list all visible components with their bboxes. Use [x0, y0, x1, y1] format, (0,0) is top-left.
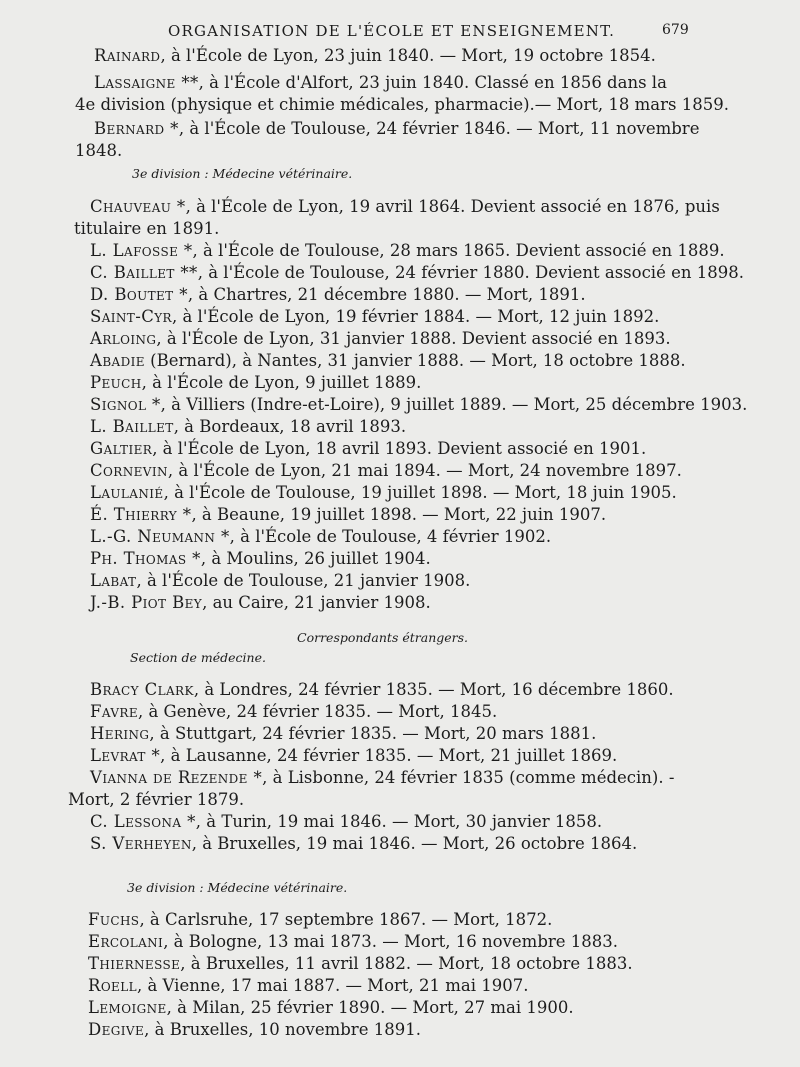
entry-line [90, 329, 671, 349]
header-title: ORGANISATION DE L'ÉCOLE ET ENSEIGNEMENT. [168, 22, 616, 40]
entry-name: Bracy Clark [90, 680, 194, 699]
entry-line [94, 73, 667, 93]
entry-name: L. Lafosse * [90, 241, 193, 260]
entry-line [88, 954, 633, 974]
entry-line [88, 910, 552, 930]
entry-line [90, 680, 674, 700]
entry-text: , à Genève, 24 février 1835. — Mort, 1845. [137, 702, 498, 721]
entry-name: Roell [88, 976, 137, 995]
entry-line [90, 351, 686, 371]
entry-name: Degive [88, 1020, 145, 1039]
entry-line [90, 263, 744, 283]
entry-text: , à l'École de Lyon, 31 janvier 1888. Devient associé en 1893. [156, 329, 671, 348]
entry-text: , à l'École de Toulouse, 24 février 1880. Devient associé en 1898. [197, 263, 744, 282]
entry-name: É. Thierry * [90, 505, 192, 524]
entry-name: L. Baillet [90, 417, 174, 436]
entry-text: (Bernard), à Nantes, 31 janvier 1888. — Mort, 18 octobre 1888. [144, 351, 686, 370]
entry-text: , à Lausanne, 24 février 1835. — Mort, 21 juillet 1869. [160, 746, 618, 765]
entry-text: , à l'École de Lyon, 9 juillet 1889. [141, 373, 422, 392]
entry-name: Lemoigne [88, 998, 167, 1017]
entry-name: Vianna de Rezende * [90, 768, 263, 787]
entry-text: , à l'École de Lyon, 19 avril 1864. Devient associé en 1876, puis [185, 197, 720, 216]
entry-line [88, 976, 529, 996]
entry-name: Abadie [90, 351, 145, 370]
section-heading: Correspondants étrangers. [297, 630, 469, 645]
entry-text: 1848. [75, 141, 123, 160]
entry-text: , à Bologne, 13 mai 1873. — Mort, 16 novembre 1883. [163, 932, 619, 951]
entry-name: J.-B. Piot Bey [90, 593, 203, 612]
entry-name: Fuchs [88, 910, 140, 929]
entry-text: , à l'École de Toulouse, 4 février 1902. [229, 527, 552, 546]
entry-text: , à Bruxelles, 10 novembre 1891. [144, 1020, 421, 1039]
entry-line [90, 746, 617, 766]
entry-text: , à l'École de Lyon, 23 juin 1840. — Mort, 19 octobre 1854. [160, 46, 656, 65]
entry-text: , à l'École de Toulouse, 21 janvier 1908. [136, 571, 471, 590]
entry-text: , à Beaune, 19 juillet 1898. — Mort, 22 juin 1907. [191, 505, 607, 524]
entry-name: Bernard * [94, 119, 179, 138]
entry-name: Cornevin [90, 461, 168, 480]
running-header [0, 22, 800, 42]
entry-text: , à Bruxelles, 19 mai 1846. — Mort, 26 octobre 1864. [191, 834, 638, 853]
entry-name: L.-G. Neumann * [90, 527, 230, 546]
entry-text: , à Moulins, 26 juillet 1904. [200, 549, 431, 568]
entry-text: , à Londres, 24 février 1835. — Mort, 16 décembre 1860. [193, 680, 674, 699]
entry-line [74, 219, 219, 239]
entry-name: Chauveau * [90, 197, 186, 216]
entry-text: , à Milan, 25 février 1890. — Mort, 27 mai 1900. [166, 998, 574, 1017]
entry-line [90, 702, 497, 722]
entry-text: , à l'École de Toulouse, 19 juillet 1898. — Mort, 18 juin 1905. [163, 483, 677, 502]
entry-text: , à Lisbonne, 24 février 1835 (comme médecin). - [262, 768, 675, 787]
entry-line [90, 197, 720, 217]
entry-line [88, 1020, 421, 1040]
entry-line [90, 483, 677, 503]
entry-line [90, 834, 637, 854]
entry-name: Hering [90, 724, 150, 743]
entry-line [90, 417, 406, 437]
entry-text: , à Chartres, 21 décembre 1880. — Mort, 1891. [187, 285, 586, 304]
entry-text: , à Carlsruhe, 17 septembre 1867. — Mort, 1872. [139, 910, 553, 929]
section-heading: 3e division : Médecine vétérinaire. [132, 166, 353, 181]
entry-name: Labat [90, 571, 137, 590]
entry-name: Ph. Thomas * [90, 549, 201, 568]
entry-line [90, 285, 586, 305]
entry-line [94, 46, 656, 66]
entry-text: , à l'École d'Alfort, 23 juin 1840. Classé en 1856 dans la [198, 73, 667, 92]
entry-line [90, 549, 431, 569]
entry-text: titulaire en 1891. [74, 219, 220, 238]
entry-line [90, 812, 602, 832]
entry-name: Arloing [90, 329, 157, 348]
entry-text: Mort, 2 février 1879. [68, 790, 245, 809]
entry-text: , à Villiers (Indre-et-Loire), 9 juillet 1889. — Mort, 25 décembre 1903. [160, 395, 748, 414]
entry-text: , à l'École de Lyon, 19 février 1884. — Mort, 12 juin 1892. [171, 307, 660, 326]
entry-name: Galtier [90, 439, 153, 458]
entry-name: S. Verheyen [90, 834, 192, 853]
section-heading: Section de médecine. [130, 650, 266, 665]
entry-text: , à l'École de Toulouse, 24 février 1846. — Mort, 11 novembre [178, 119, 700, 138]
entry-line [90, 395, 747, 415]
entry-name: D. Boutet * [90, 285, 188, 304]
entry-name: Levrat * [90, 746, 161, 765]
entry-line [90, 768, 674, 788]
entry-line [75, 141, 122, 161]
entry-text: , à Vienne, 17 mai 1887. — Mort, 21 mai 1907. [136, 976, 529, 995]
entry-line [68, 790, 244, 810]
entry-line [90, 527, 551, 547]
entry-line [90, 241, 725, 261]
entry-name: C. Lessona * [90, 812, 196, 831]
entry-name: Thiernesse [88, 954, 181, 973]
entry-text: , à l'École de Lyon, 18 avril 1893. Devient associé en 1901. [152, 439, 647, 458]
entry-name: Ercolani [88, 932, 164, 951]
entry-line [90, 571, 470, 591]
entry-text: , au Caire, 21 janvier 1908. [202, 593, 431, 612]
entry-name: Laulanié [90, 483, 164, 502]
entry-name: Lassaigne ** [94, 73, 199, 92]
entry-name: Signol * [90, 395, 161, 414]
section-heading: 3e division : Médecine vétérinaire. [127, 880, 348, 895]
entry-line [90, 505, 606, 525]
entry-name: Rainard [94, 46, 161, 65]
entry-line [90, 307, 659, 327]
entry-line [90, 593, 431, 613]
entry-line [88, 998, 574, 1018]
entry-name: Favre [90, 702, 138, 721]
entry-line [75, 95, 729, 115]
entry-text: , à l'École de Toulouse, 28 mars 1865. Devient associé en 1889. [192, 241, 725, 260]
entry-text: 4e division (physique et chimie médicales, pharmacie).— Mort, 18 mars 1859. [75, 95, 729, 114]
entry-line [88, 932, 618, 952]
entry-text: , à Turin, 19 mai 1846. — Mort, 30 janvier 1858. [195, 812, 603, 831]
entry-line [94, 119, 699, 139]
entry-line [90, 724, 596, 744]
entry-line [90, 439, 646, 459]
entry-name: Saint-Cyr [90, 307, 172, 326]
entry-line [90, 461, 682, 481]
entry-text: , à Stuttgart, 24 février 1835. — Mort, 20 mars 1881. [149, 724, 597, 743]
entry-text: , à Bordeaux, 18 avril 1893. [173, 417, 407, 436]
entry-text: , à Bruxelles, 11 avril 1882. — Mort, 18 octobre 1883. [180, 954, 633, 973]
page-number: 679 [662, 22, 689, 38]
entry-line [90, 373, 421, 393]
entry-name: C. Baillet ** [90, 263, 198, 282]
entry-name: Peuch [90, 373, 142, 392]
entry-text: , à l'École de Lyon, 21 mai 1894. — Mort, 24 novembre 1897. [167, 461, 682, 480]
